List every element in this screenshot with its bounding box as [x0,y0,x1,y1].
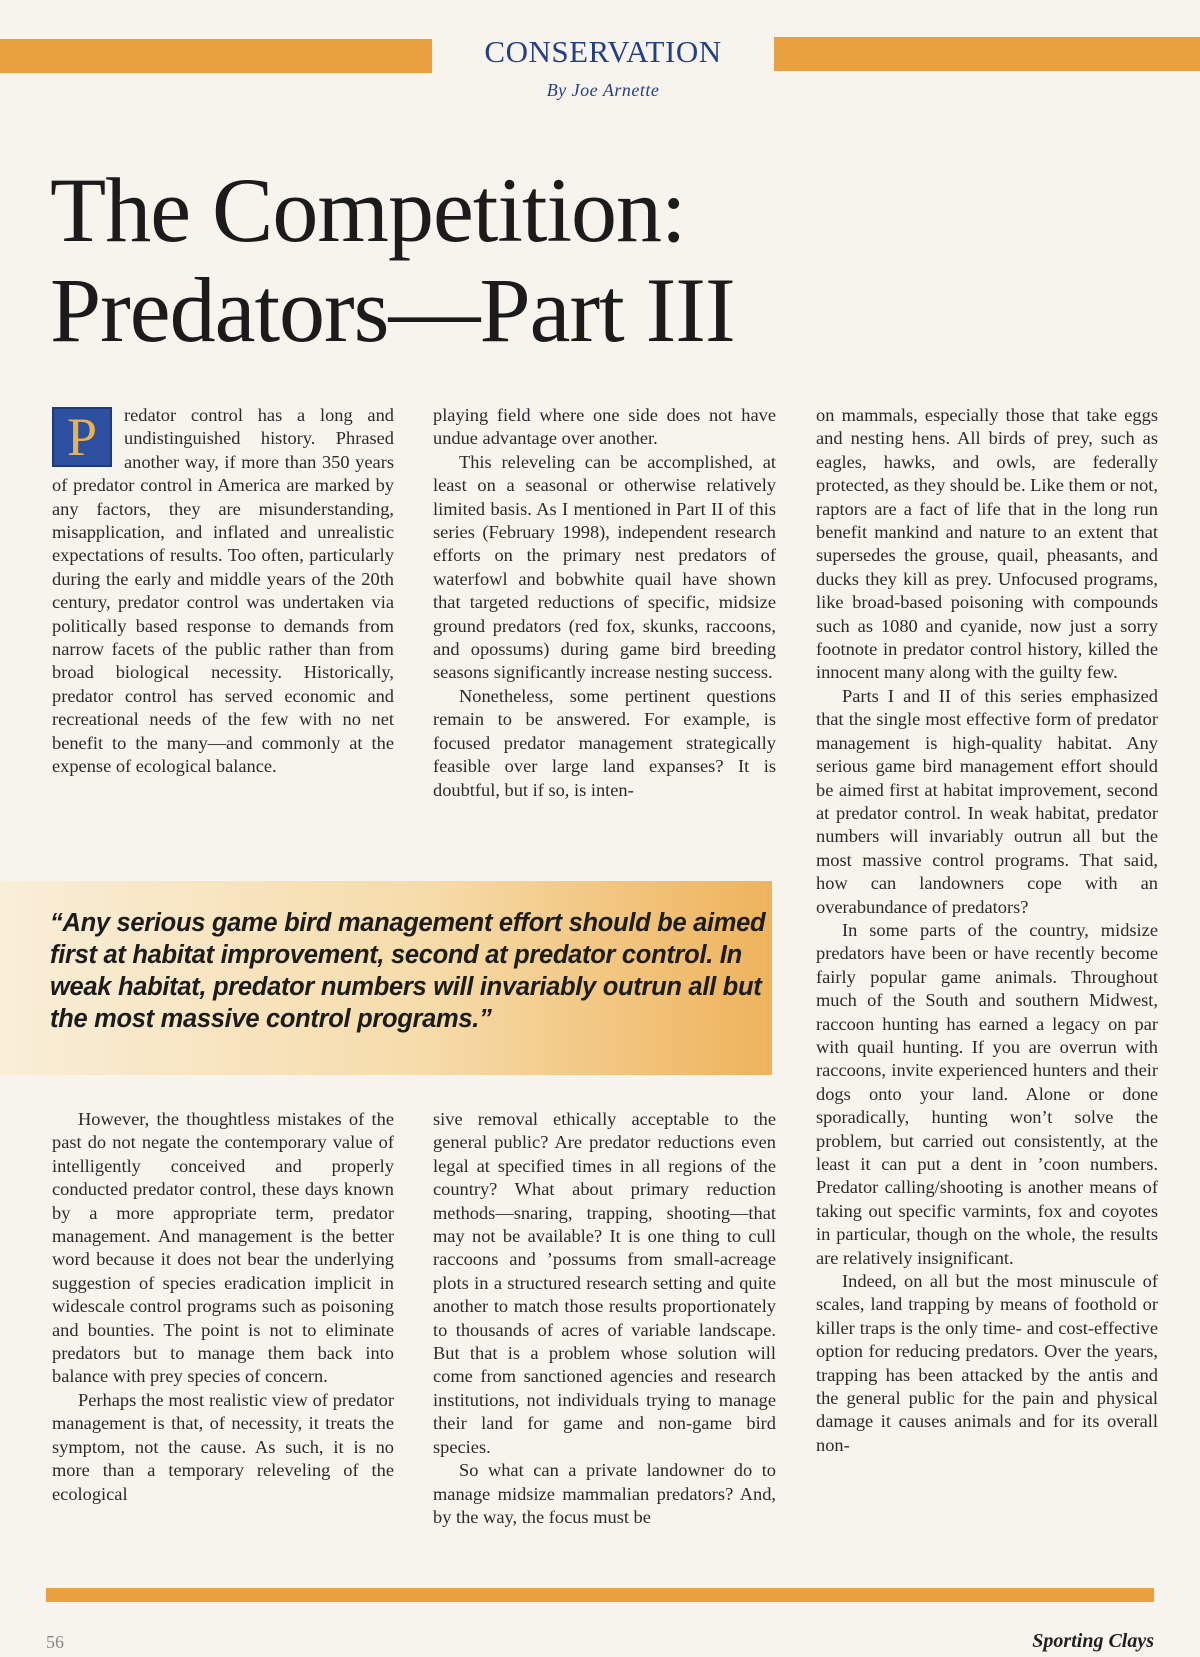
column-2-bottom [433,1108,776,1529]
paragraph: Nonetheless, some pertinent questions remain to be answered. For example, is focused predator management strategically feasible over large land expanses? It is doubtful, but if so, is inten- [433,685,776,800]
header-bar-right [774,37,1200,71]
column-2-top [433,404,776,802]
paragraph: However, the thoughtless mistakes of the past do not negate the contemporary value of intelligently conceived and properly conducted predator control, these days known by a more appropriate term, predator management. And management is the better word because it does not bear the underlying suggestion of species eradication implicit in widescale control programs such as poisoning and bounties. The point is not to eliminate predators but to manage them back into balance with prey species of concern. [52,1109,394,1387]
title-line-2: Predators—Part III [50,259,735,361]
magazine-name: Sporting Clays [1032,1630,1154,1652]
footer-bar [46,1588,1154,1602]
column-1-top [52,404,394,779]
drop-cap: P [52,407,112,467]
page-number: 56 [46,1632,64,1652]
paragraph: playing field where one side does not have undue advantage over another. [433,405,776,449]
article-title [50,160,810,360]
paragraph: Indeed, on all but the most minuscule of scales, land trapping by means of foothold or killer traps is the only time- and cost-effective option for reducing predators. Over the years, trapping has been attacked by the antis and the general public for the pain and physical damage it causes animals and for its overall non- [816,1271,1158,1455]
paragraph: So what can a private landowner do to manage midsize mammalian predators? And, by the way, the focus must be [433,1460,776,1527]
paragraph: on mammals, especially those that take eggs and nesting hens. All birds of prey, such as eagles, hawks, and owls, are federally protected, as they should be. Like them or not, raptors are a fact of life that in the long run benefit mankind and nature to an extent that supersedes the grouse, quail, pheasants, and ducks they kill as prey. Unfocused programs, like broad-based poisoning with compounds such as 1080 and cyanide, now just a sorry footnote in predator control history, killed the innocent many along with the guilty few. [816,405,1158,683]
title-line-1: The Competition: [50,159,686,261]
paragraph [52,404,394,779]
pull-quote: “Any serious game bird management effort should be aimed first at habitat improvement, second at predator control. In weak habitat, predator numbers will invariably outrun all but the most massive control programs.” [50,909,766,1033]
paragraph: In some parts of the country, midsize predators have been or have recently become fairly popular game animals. Throughout much of the South and southern Midwest, raccoon hunting has earned a legacy on par with quail hunting. If you are overrun with raccoons, invite experienced hunters and their dogs onto your land. Alone or done sporadically, hunting won’t solve the problem, but carried out consistently, at the least it can put a dent in ’coon numbers. Predator calling/shooting is another means of taking out specific varmints, fox and coyotes in particular, though on the whole, the results are relatively insignificant. [816,919,1158,1268]
column-3 [816,404,1158,1457]
paragraph: Perhaps the most realistic view of predator management is that, of necessity, it treats the symptom, not the cause. As such, it is no more than a temporary releveling of the ecological [52,1389,394,1504]
paragraph: This releveling can be accomplished, at least on a seasonal or otherwise relatively limited basis. As I mentioned in Part II of this series (February 1998), independent research efforts on the primary nest predators of waterfowl and bobwhite quail have shown that targeted reductions of specific, midsize ground predators (red fox, skunks, raccoons, and opossums) during game bird breeding seasons significantly increase nesting success. [433,451,776,683]
paragraph-text: redator control has a long and undistinguished history. Phrased another way, if more than 350 years of predator control in America are marked by any factors, they are misunderstanding, misapplication, and inflated and unrealistic expectations of results. Too often, particularly during the early and middle years of the 20th century, predator control was undertaken via politically based response to demands from narrow facets of the public rather than from broad biological necessity. Historically, predator control has served economic and recreational needs of the few with no net benefit to the many—and commonly at the expense of ecological balance. [52,405,394,777]
section-label: CONSERVATION [484,34,722,69]
column-1-bottom [52,1108,394,1506]
header-bar-left [0,39,432,73]
paragraph: sive removal ethically acceptable to the general public? Are predator reductions even legal at specified times in all regions of the country? What about primary reduction methods—snaring, trapping, shooting—that may not be available? It is one thing to cull raccoons and ’possums from small-acreage plots in a structured research setting and quite another to match those results proportionately to thousands of acres of variable landscape. But that is a problem whose solution will come from sanctioned agencies and research institutions, not individuals trying to manage their land for game and non-game bird species. [433,1109,776,1457]
byline: By Joe Arnette [546,80,660,100]
paragraph: Parts I and II of this series emphasized that the single most effective form of predator management is high-quality habitat. Any serious game bird management effort should be aimed first at habitat improvement, second at predator control. In weak habitat, predator numbers will invariably outrun all but the most massive control programs. That said, how can landowners cope with an overabundance of predators? [816,685,1158,917]
